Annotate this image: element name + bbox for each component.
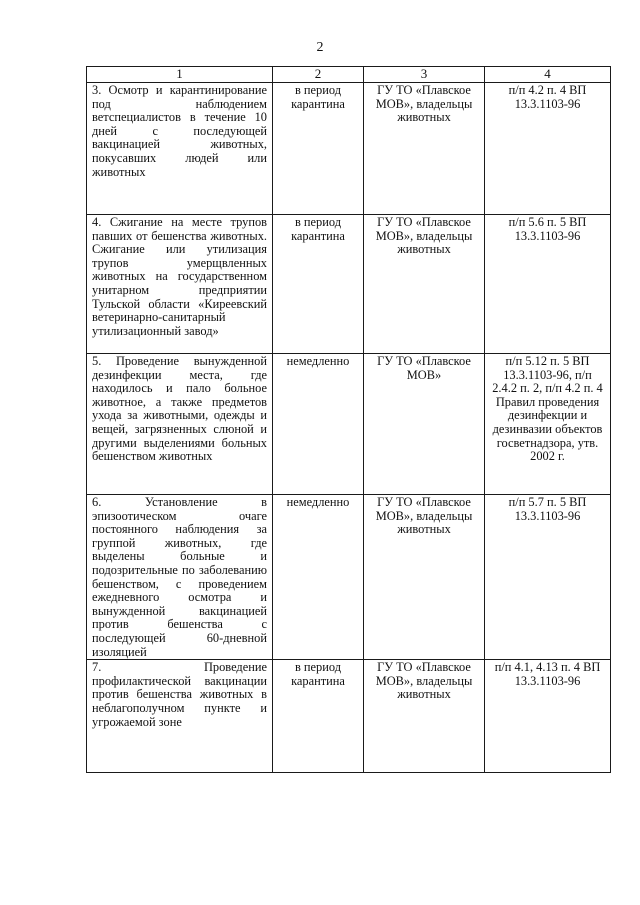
table-row [87, 83, 611, 215]
responsible-cell: ГУ ТО «Плавское МОВ», владельцы животных [364, 215, 485, 354]
table-row [87, 215, 611, 354]
responsible-cell: ГУ ТО «Плавское МОВ», владельцы животных [364, 495, 485, 660]
measures-table [86, 66, 611, 773]
period-cell: в период карантина [273, 215, 364, 354]
reference-cell: п/п 5.12 п. 5 ВП 13.3.1103-96, п/п 2.4.2 п. 2, п/п 4.2 п. 4 Правил проведения дезинфекции и дезинвазии объектов госветнадзора, утв. 2002 г. [485, 354, 611, 495]
reference-cell: п/п 5.7 п. 5 ВП 13.3.1103-96 [485, 495, 611, 660]
reference-cell: п/п 5.6 п. 5 ВП 13.3.1103-96 [485, 215, 611, 354]
measure-cell: 3. Осмотр и карантинирование под наблюдением ветспециалистов в течение 10 дней с последующей вакцинацией животных, покусавших людей или животных [87, 83, 273, 215]
page-number: 2 [316, 40, 324, 55]
reference-cell: п/п 4.2 п. 4 ВП 13.3.1103-96 [485, 83, 611, 215]
period-cell: немедленно [273, 495, 364, 660]
responsible-cell: ГУ ТО «Плавское МОВ», владельцы животных [364, 660, 485, 773]
period-cell: в период карантина [273, 660, 364, 773]
measure-cell: 5. Проведение вынужденной дезинфекции места, где находилось и пало больное животное, а также предметов ухода за животными, одежды и вещей, загрязненных слюной и другими выделениями больных бешенством животных [87, 354, 273, 495]
table-row [87, 495, 611, 660]
table-header-row [87, 67, 611, 83]
period-cell: немедленно [273, 354, 364, 495]
responsible-cell: ГУ ТО «Плавское МОВ», владельцы животных [364, 83, 485, 215]
table-row [87, 660, 611, 773]
measure-cell: 4. Сжигание на месте трупов павших от бешенства животных. Сжигание или утилизация трупов умерщвленных животных на государственном унитарном предприятии Тульской области «Киреевский ветеринарно-санитарный утилизационный завод» [87, 215, 273, 354]
column-header-2: 2 [273, 67, 364, 83]
reference-cell: п/п 4.1, 4.13 п. 4 ВП 13.3.1103-96 [485, 660, 611, 773]
column-header-1: 1 [87, 67, 273, 83]
column-header-4: 4 [485, 67, 611, 83]
measure-cell: 7. Проведение профилактической вакцинации против бешенства животных в неблагополучном пункте и угрожаемой зоне [87, 660, 273, 773]
period-cell: в период карантина [273, 83, 364, 215]
responsible-cell: ГУ ТО «Плавское МОВ» [364, 354, 485, 495]
column-header-3: 3 [364, 67, 485, 83]
table-row [87, 354, 611, 495]
measure-cell: 6. Установление в эпизоотическом очаге постоянного наблюдения за группой животных, где выделены больные и подозрительные по заболеванию бешенством, с проведением ежедневного осмотра и вынужденной вакцинацией против бешенства с последующей 60-дневной изоляцией [87, 495, 273, 660]
